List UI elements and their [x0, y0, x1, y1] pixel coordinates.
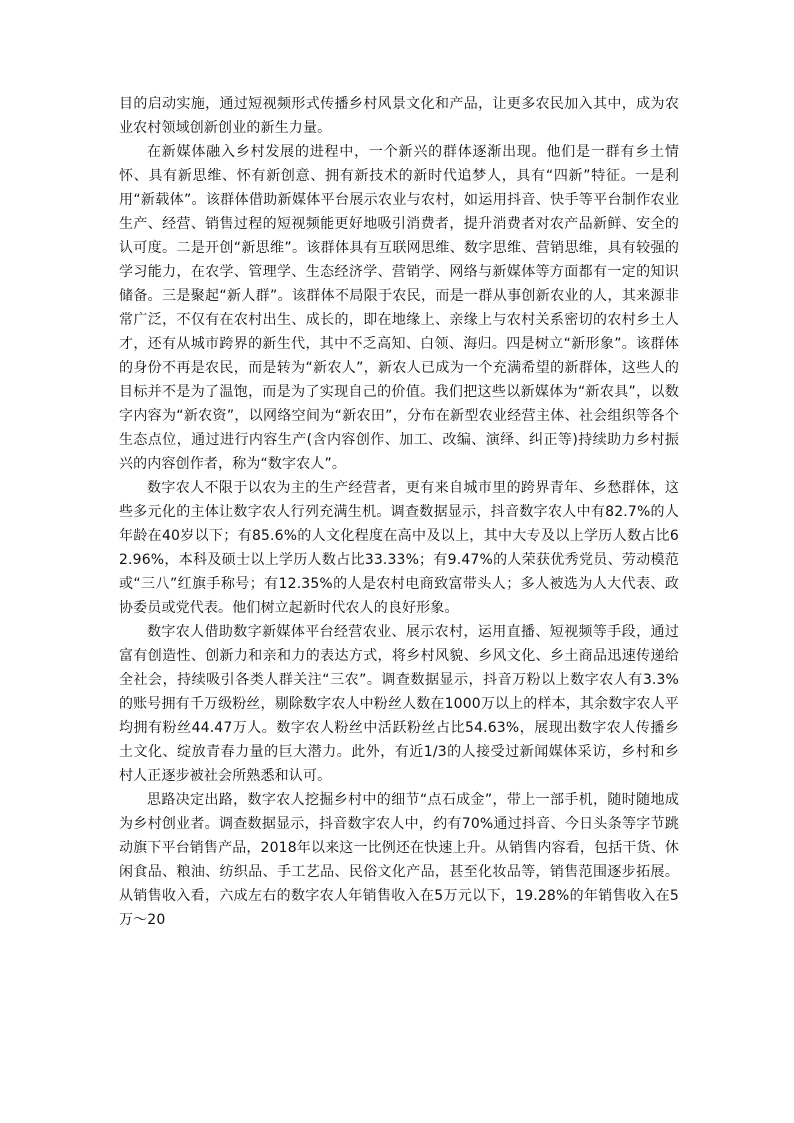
paragraph-continued: 目的启动实施，通过短视频形式传播乡村风景文化和产品，让更多农民加入其中，成为农业农村领域创新创业的新生力量。	[119, 96, 679, 136]
paragraph-digital-farmers-influence: 数字农人借助数字新媒体平台经营农业、展示农村，运用直播、短视频等手段，通过富有创造性、创新力和亲和力的表达方式，将乡村风貌、乡风文化、乡土商品迅速传递给全社会，持续吸引各类人群关注“三农”。调查数据显示，抖音万粉以上数字农人有3.3%的账号拥有千万级粉丝，剔除数字农人中粉丝人数在1000万以上的样本，其余数字农人平均拥有粉丝44.47万人。数字农人粉丝中活跃粉丝占比54.63%，展现出数字农人传播乡土文化、绽放青春力量的巨大潜力。此外，有近1/3的人接受过新闻媒体采访，乡村和乡村人正逐步被社会所熟悉和认可。	[119, 624, 679, 784]
document-page	[119, 92, 679, 932]
paragraph-new-farmers-group: 在新媒体融入乡村发展的进程中，一个新兴的群体逐渐出现。他们是一群有乡土情怀、具有新思维、怀有新创意、拥有新技术的新时代追梦人，具有“四新”特征。一是利用“新载体”。该群体借助新媒体平台展示农业与农村，如运用抖音、快手等平台制作农业生产、经营、销售过程的短视频能更好地吸引消费者，提升消费者对农产品新鲜、安全的认可度。二是开创“新思维”。该群体具有互联网思维、数字思维、营销思维，具有较强的学习能力，在农学、管理学、生态经济学、营销学、网络与新媒体等方面都有一定的知识储备。三是聚起“新人群”。该群体不局限于农民，而是一群从事创新农业的人，其来源非常广泛，不仅有在农村出生、成长的，即在地缘上、亲缘上与农村关系密切的农村乡土人才，还有从城市跨界的新生代，其中不乏高知、白领、海归。四是树立“新形象”。该群体的身份不再是农民，而是转为“新农人”，新农人已成为一个充满希望的新群体，这些人的目标并不是为了温饱，而是为了实现自己的价值。我们把这些以新媒体为“新农具”，以数字内容为“新农资”，以网络空间为“新农田”，分布在新型农业经营主体、社会组织等各个生态点位，通过进行内容生产(含内容创作、加工、改编、演绎、纠正等)持续助力乡村振兴的内容创作者，称为“数字农人”。	[119, 144, 679, 472]
paragraph-digital-farmers-profile: 数字农人不限于以农为主的生产经营者，更有来自城市里的跨界青年、乡愁群体，这些多元化的主体让数字农人行列充满生机。调查数据显示，抖音数字农人中有82.7%的人年龄在40岁以下；有85.6%的人文化程度在高中及以上，其中大专及以上学历人数占比62.96%，本科及硕士以上学历人数占比33.33%；有9.47%的人荣获优秀党员、劳动模范或“三八”红旗手称号；有12.35%的人是农村电商致富带头人；多人被选为人大代表、政协委员或党代表。他们树立起新时代农人的良好形象。	[119, 480, 679, 616]
paragraph-digital-farmers-sales: 思路决定出路，数字农人挖掘乡村中的细节“点石成金”，带上一部手机，随时随地成为乡村创业者。调查数据显示，抖音数字农人中，约有70%通过抖音、今日头条等字节跳动旗下平台销售产品，2018年以来这一比例还在快速上升。从销售内容看，包括干货、休闲食品、粮油、纺织品、手工艺品、民俗文化产品，甚至化妆品等，销售范围逐步拓展。从销售收入看，六成左右的数字农人年销售收入在5万元以下，19.28%的年销售收入在5万～20	[119, 792, 679, 928]
